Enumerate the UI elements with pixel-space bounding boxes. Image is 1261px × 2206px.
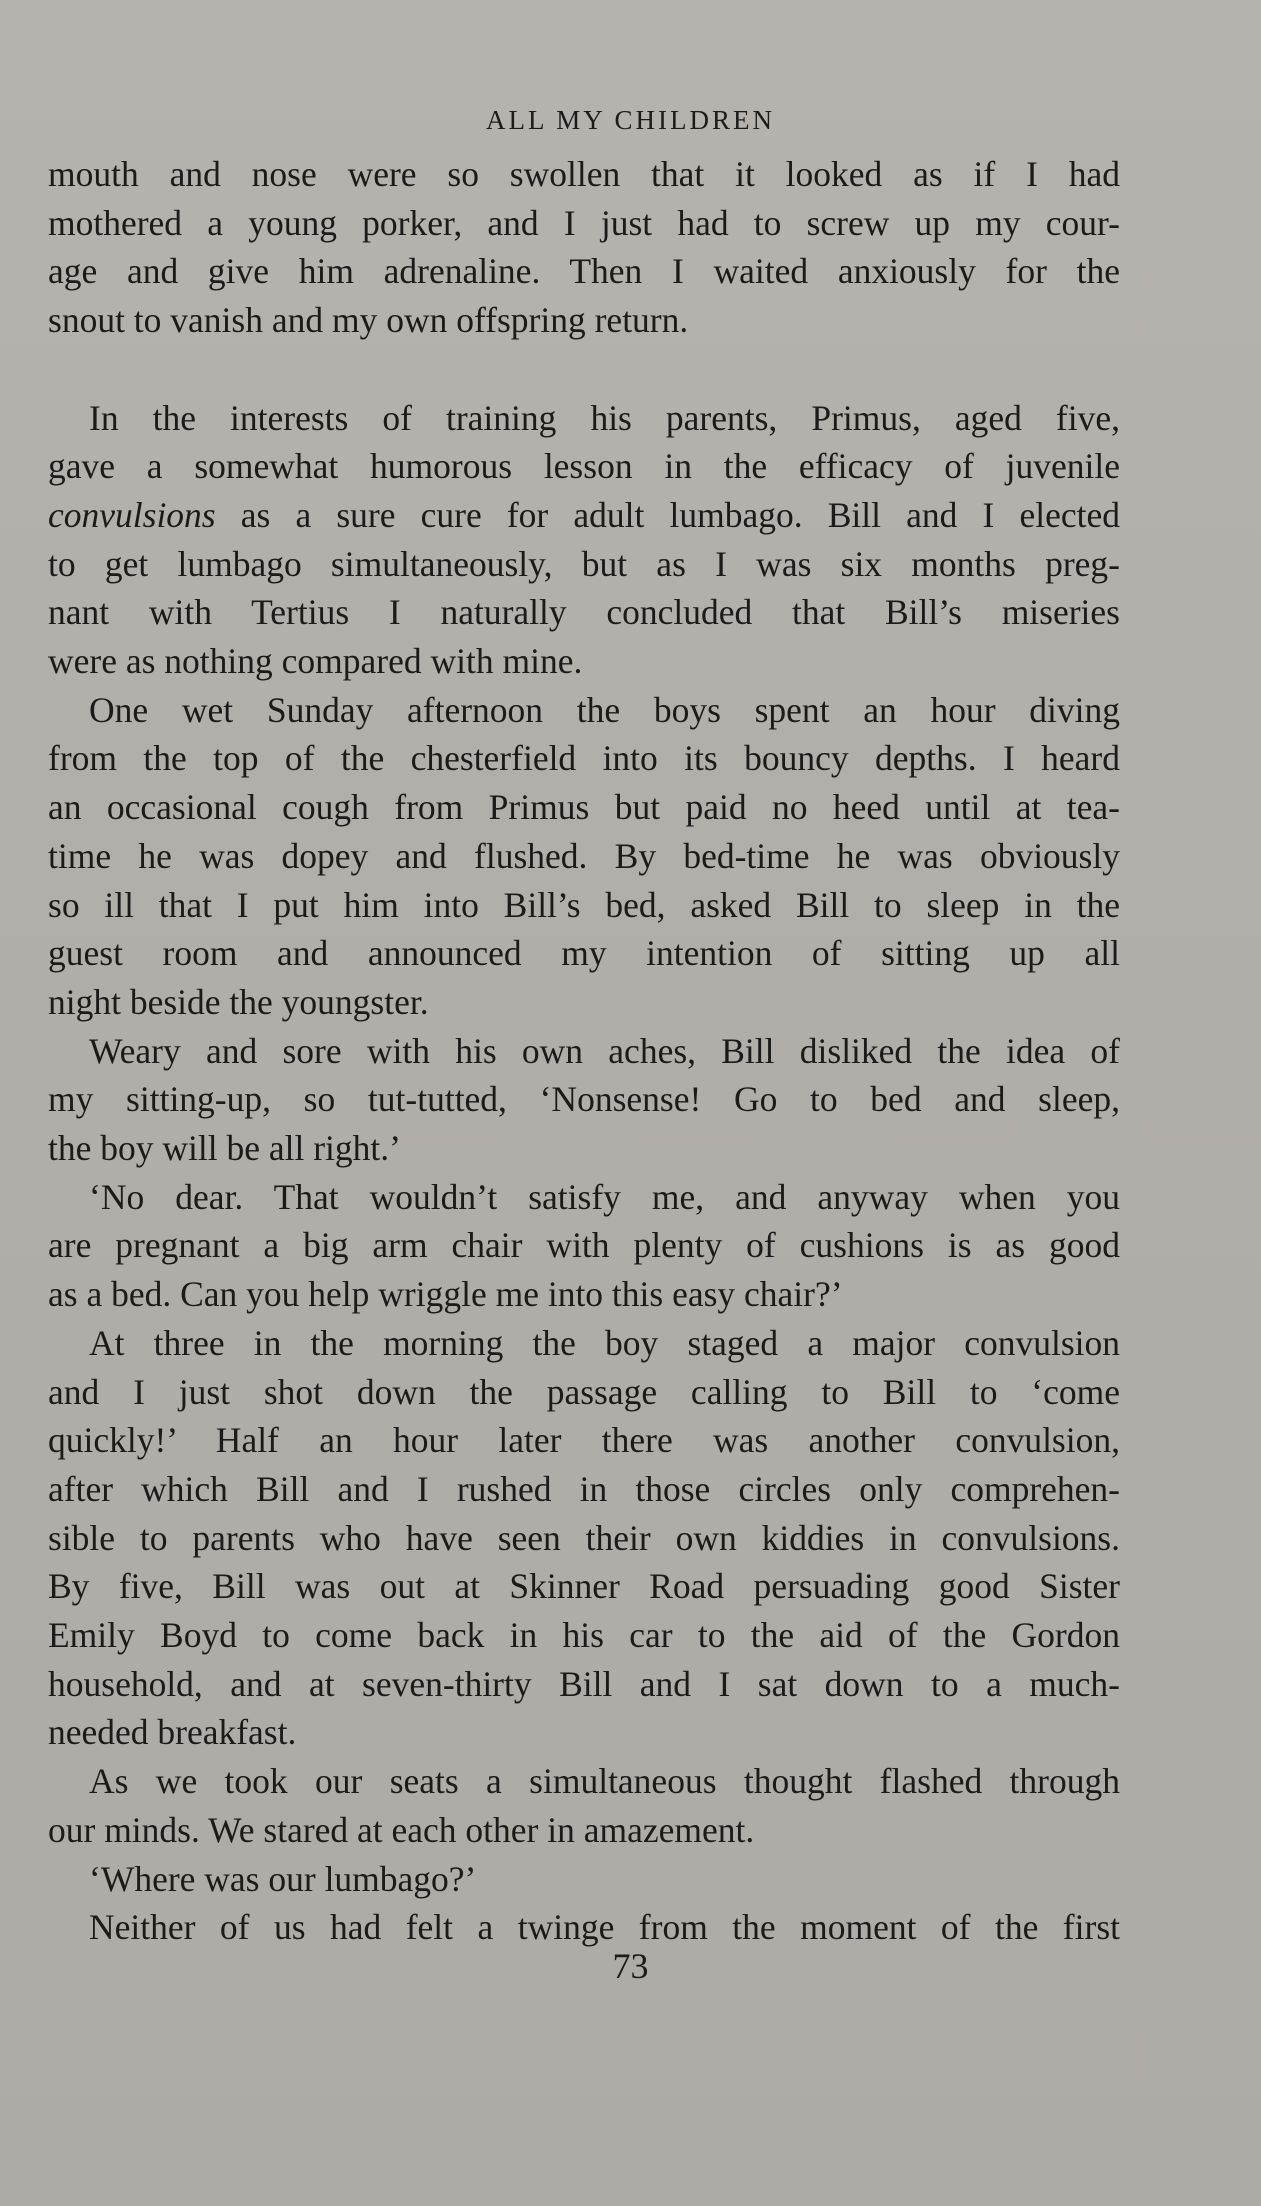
text-line: guest room and announced my intention of sitting up all (48, 933, 1120, 974)
text-line: ‘No dear. That wouldn’t satisfy me, and anyway when you (89, 1176, 1120, 1217)
text-line: quickly!’ Half an hour later there was another convulsion, (48, 1420, 1120, 1461)
text-line: gave a somewhat humorous lesson in the efficacy of juvenile (48, 446, 1120, 487)
text-span: as a sure cure for adult lumbago. Bill and I elected (215, 494, 1120, 535)
italic-word: convulsions (48, 494, 216, 535)
text-line: Neither of us had felt a twinge from the moment of the first (89, 1907, 1120, 1948)
text-line: Weary and sore with his own aches, Bill disliked the idea of (89, 1030, 1120, 1071)
page-number: 73 (612, 1946, 649, 1986)
text-line: time he was dopey and flushed. By bed-time he was obviously (48, 835, 1120, 876)
text-line: the boy will be all right.’ (48, 1128, 401, 1169)
text-line: were as nothing compared with mine. (48, 641, 583, 682)
text-line: from the top of the chesterfield into its bouncy depths. I heard (48, 738, 1120, 779)
text-line: after which Bill and I rushed in those circles only comprehen- (48, 1468, 1120, 1509)
text-line: and I just shot down the passage calling to Bill to ‘come (48, 1371, 1120, 1412)
text-line: are pregnant a big arm chair with plenty of cushions is as good (48, 1225, 1120, 1266)
text-line: nant with Tertius I naturally concluded that Bill’s miseries (48, 592, 1120, 633)
text-line: an occasional cough from Primus but paid no heed until at tea- (48, 787, 1120, 828)
text-line: our minds. We stared at each other in amazement. (48, 1809, 755, 1850)
text-line: In the interests of training his parents, Primus, aged five, (89, 397, 1120, 438)
text-line: to get lumbago simultaneously, but as I was six months preg- (48, 543, 1120, 584)
text-line: needed breakfast. (48, 1712, 297, 1753)
text-line: As we took our seats a simultaneous thought flashed through (89, 1761, 1120, 1802)
text-line: household, and at seven-thirty Bill and I sat down to a much- (48, 1663, 1120, 1704)
text-line: mothered a young porker, and I just had to screw up my cour- (48, 202, 1120, 243)
body-text (48, 150, 1120, 1952)
text-line: By five, Bill was out at Skinner Road persuading good Sister (48, 1566, 1120, 1607)
text-line: age and give him adrenaline. Then I waited anxiously for the (48, 251, 1120, 292)
running-head: ALL MY CHILDREN (486, 105, 775, 135)
text-line: At three in the morning the boy staged a major convulsion (89, 1322, 1120, 1363)
text-line: One wet Sunday afternoon the boys spent an hour diving (89, 689, 1120, 730)
text-line: sible to parents who have seen their own kiddies in convulsions. (48, 1517, 1120, 1558)
text-line: so ill that I put him into Bill’s bed, asked Bill to sleep in the (48, 884, 1120, 925)
text-line: mouth and nose were so swollen that it looked as if I had (48, 154, 1120, 194)
text-line: night beside the youngster. (48, 981, 429, 1022)
text-line (48, 491, 1120, 540)
text-line: Emily Boyd to come back in his car to the aid of the Gordon (48, 1615, 1120, 1656)
text-line: ‘Where was our lumbago?’ (89, 1858, 477, 1899)
text-line: snout to vanish and my own offspring return. (48, 300, 689, 341)
text-line: my sitting-up, so tut-tutted, ‘Nonsense! Go to bed and sleep, (48, 1079, 1120, 1120)
text-line: as a bed. Can you help wriggle me into this easy chair?’ (48, 1274, 843, 1315)
